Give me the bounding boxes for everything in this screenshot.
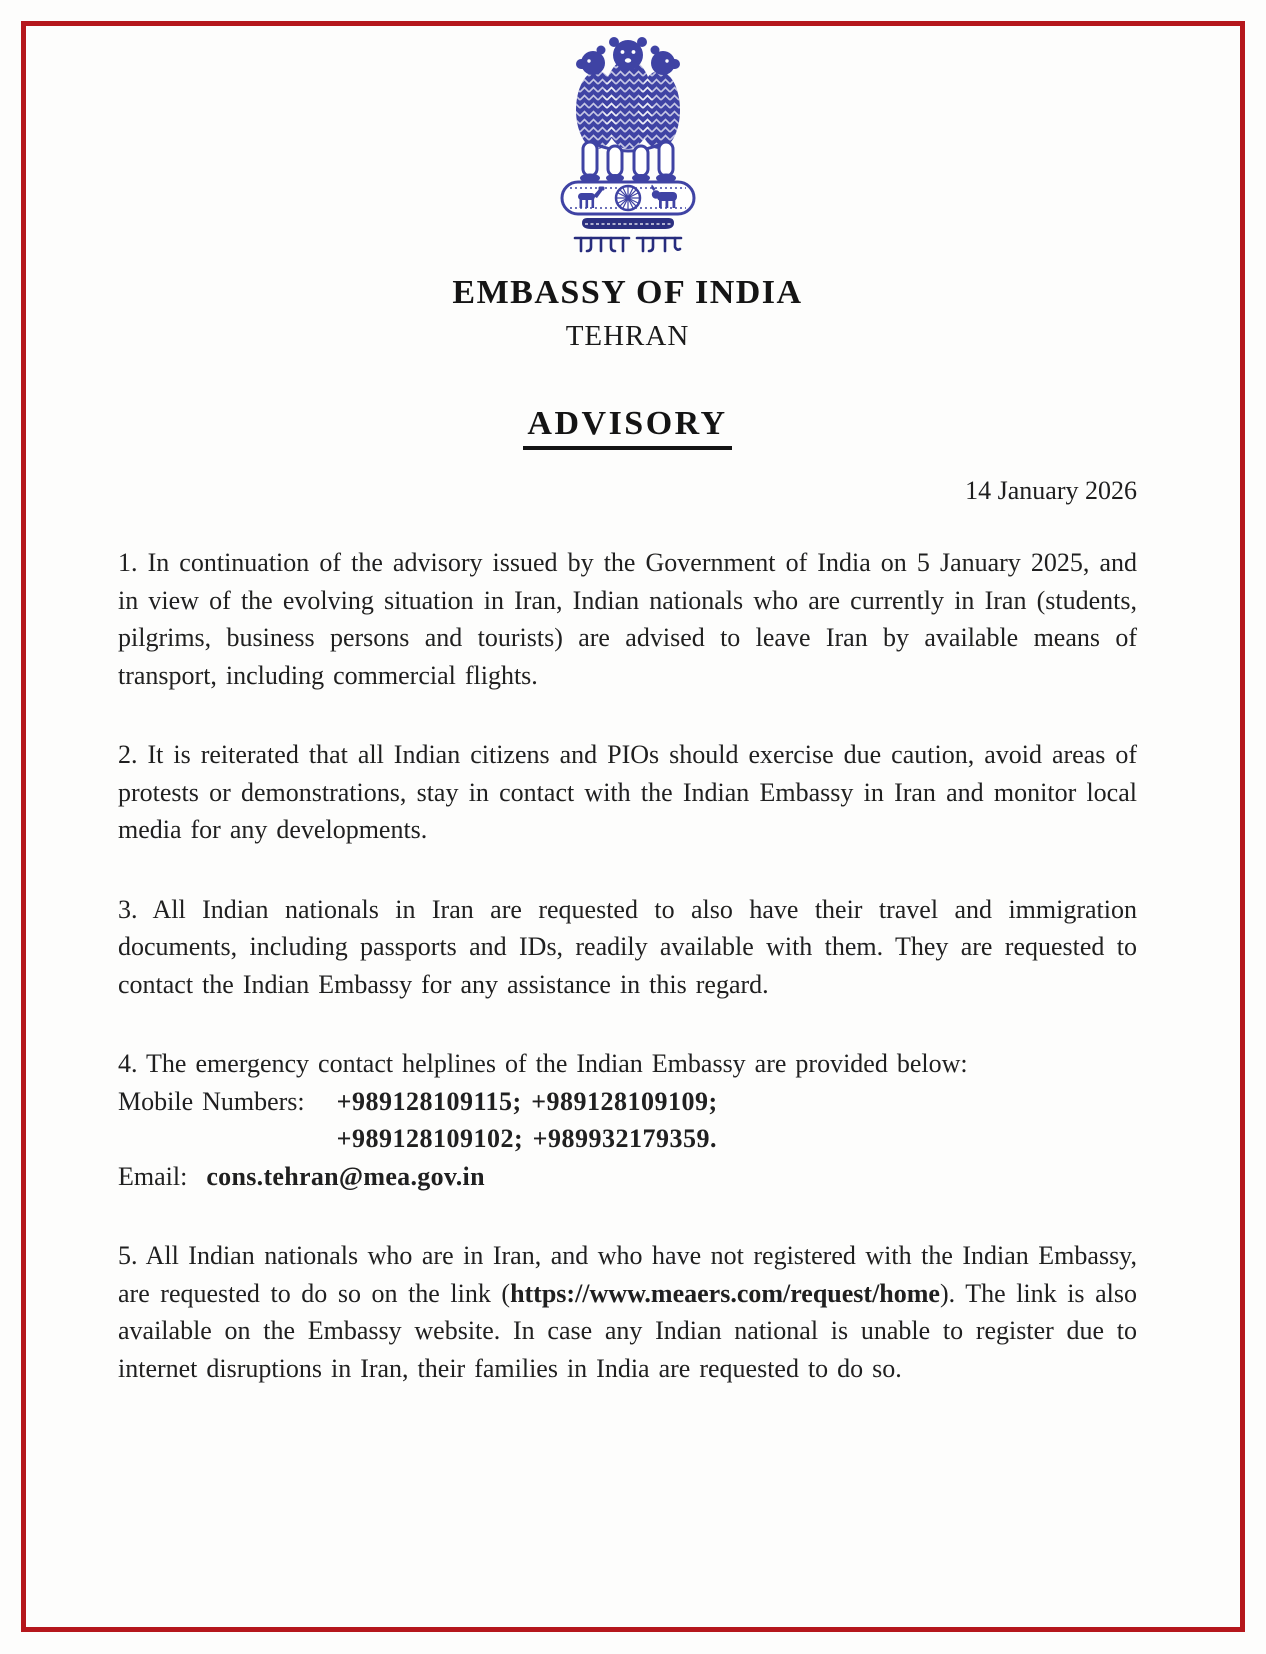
mobile-numbers-label: Mobile Numbers: [118, 1086, 305, 1116]
org-name: EMBASSY OF INDIA [452, 274, 803, 311]
motto-script [575, 238, 681, 251]
email-address[interactable]: cons.tehran@mea.gov.in [206, 1161, 485, 1191]
doc-date: 14 January 2026 [965, 476, 1137, 505]
document-body [118, 544, 1137, 1387]
india-national-emblem-icon [553, 30, 703, 262]
email-label: Email: [118, 1161, 188, 1191]
paragraph-5 [118, 1237, 1137, 1387]
doc-title: ADVISORY [523, 405, 731, 450]
paragraph-4-intro: 4. The emergency contact helplines of the Indian Embassy are provided below: [118, 1049, 968, 1078]
mobile-numbers-line-2: +989128109102; +989932179359. [336, 1124, 717, 1153]
mobile-numbers-line-1: +989128109115; +989128109109; [336, 1086, 718, 1116]
title-row [118, 405, 1137, 450]
paragraph-3: 3. All Indian nationals in Iran are requested to also have their travel and immigration documents, including passports and IDs, readily available with them. They are requested to contact the Indian Embassy for any assistance in this regard. [118, 894, 1137, 999]
paragraph-4 [118, 1045, 1137, 1195]
emblem-motto [703, 30, 704, 31]
document-header [118, 30, 1137, 506]
document-content [118, 30, 1137, 1387]
email-line [118, 1158, 1137, 1196]
paragraph-1: 1. In continuation of the advisory issued by the Government of India on 5 January 2025, and in view of the evolving situation in Iran, Indian nationals who are currently in Iran (students, pilgrims, business persons and tourists) are advised to leave Iran by available means of transport, including commercial flights. [118, 548, 1137, 690]
paragraph-5-text-after: ). The link is also available on the Embassy website. In case any Indian national is unable to register due to internet disruptions in Iran, their families in India are requested to do so. [118, 1278, 1137, 1383]
mobile-numbers [337, 1083, 718, 1158]
emblem [118, 30, 1137, 262]
paragraph-2: 2. It is reiterated that all Indian citizens and PIOs should exercise due caution, avoid areas of protests or demonstrations, stay in contact with the Indian Embassy in Iran and monitor local media for any developments. [118, 740, 1137, 844]
org-city: TEHRAN [565, 320, 690, 352]
registration-link[interactable]: https://www.meaers.com/request/home [510, 1278, 940, 1308]
paragraph-5-text-before: 5. All Indian nationals who are in Iran, and who have not registered with the Indian Embassy, are requested to do so on the link ( [118, 1241, 1137, 1308]
mobile-numbers-row [118, 1083, 1137, 1158]
